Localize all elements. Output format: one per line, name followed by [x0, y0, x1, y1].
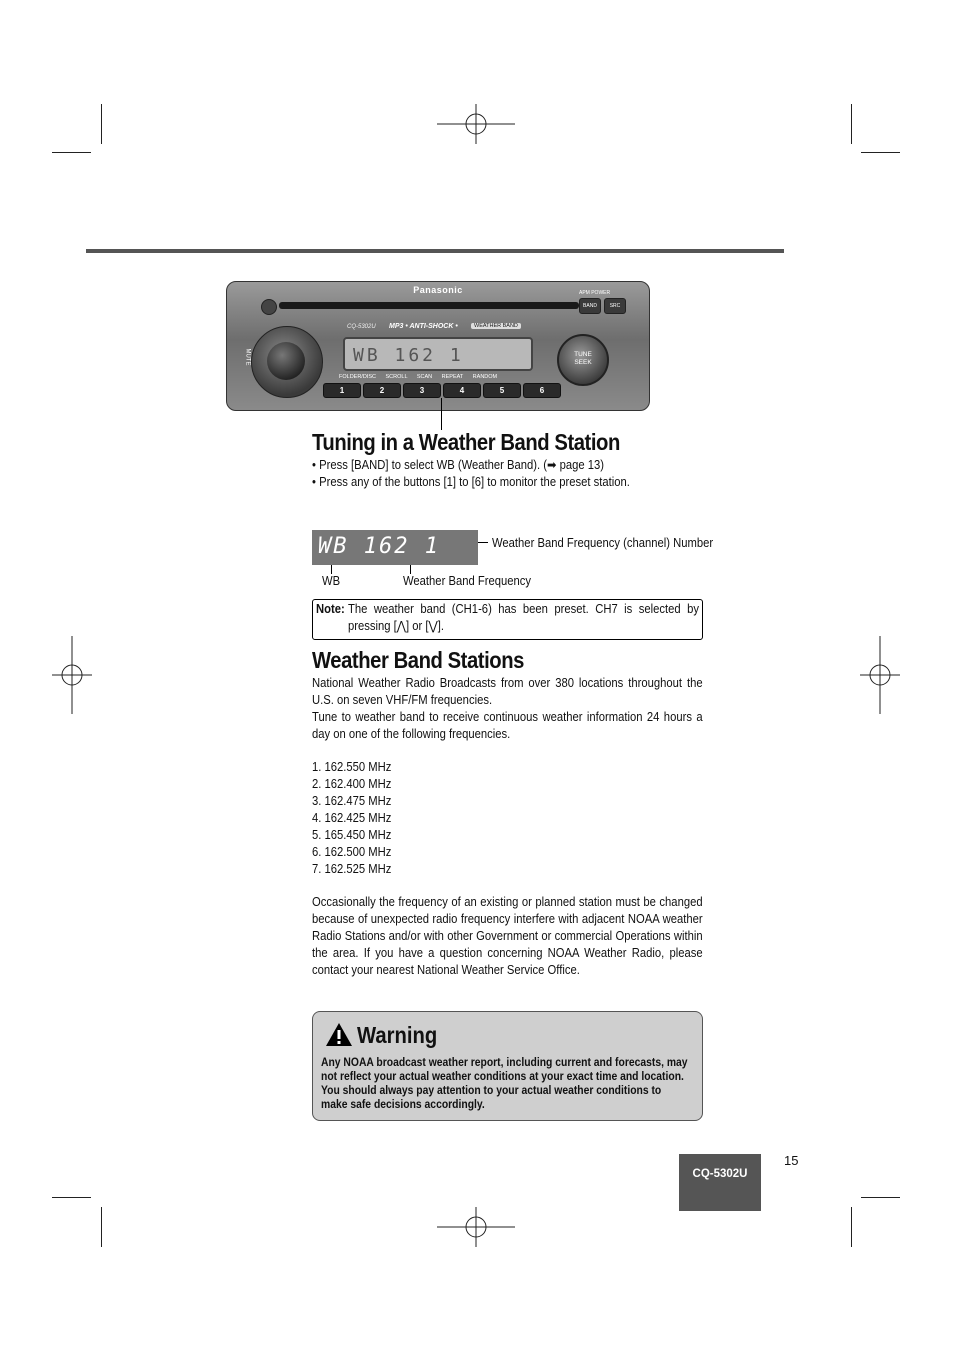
- radio-lcd-text: WB 162 1: [353, 345, 464, 366]
- list-item: 5. 165.450 MHz: [312, 828, 392, 842]
- function-labels: FOLDER/DISC SCROLL SCAN REPEAT RANDOM: [339, 374, 498, 380]
- note-text: The weather band (CH1-6) has been preset. CH7 is selected by pressing [⋀] or [⋁].: [348, 602, 699, 633]
- radio-lcd: [343, 337, 533, 371]
- list-item: 1. 162.550 MHz: [312, 760, 392, 774]
- preset-button-3: 3: [403, 383, 441, 398]
- preset-button-2: 2: [363, 383, 401, 398]
- bullet-preset: • Press any of the buttons [1] to [6] to monitor the preset station.: [312, 475, 630, 489]
- crop-mark: [101, 104, 102, 144]
- list-item: 6. 162.500 MHz: [312, 845, 392, 859]
- warning-box: [312, 1011, 703, 1121]
- bullet-band: • Press [BAND] to select WB (Weather Band). (➡ page 13): [312, 458, 605, 472]
- list-item: 2. 162.400 MHz: [312, 777, 392, 791]
- header-rule: [86, 249, 784, 253]
- paragraph-broadcasts: National Weather Radio Broadcasts from over 380 locations throughout the U.S. on seven VHF/FM frequencies.: [312, 676, 703, 707]
- src-button: SRC: [604, 298, 626, 314]
- list-item: 3. 162.475 MHz: [312, 794, 392, 808]
- top-labels: APM POWER: [579, 290, 611, 296]
- mp3-banner: MP3 • ANTI-SHOCK •: [389, 323, 458, 330]
- warning-text: Any NOAA broadcast weather report, including current and forecasts, may not reflect your actual weather conditions at your exact time and location. You should always pay attention to your actual weather conditions to make safe decisions accordingly.: [321, 1057, 688, 1111]
- mute-label: MUTE: [244, 348, 251, 366]
- registration-mark-icon: [437, 104, 515, 144]
- page-number: 15: [784, 1153, 799, 1168]
- crop-mark: [52, 1197, 91, 1198]
- section-title-tuning: Tuning in a Weather Band Station: [312, 429, 620, 455]
- warning-title: Warning: [357, 1022, 438, 1048]
- note-label: Note:: [316, 602, 345, 616]
- tune-seek-dial: [557, 334, 609, 386]
- label-wb: WB: [322, 574, 341, 588]
- top-button-group: [579, 298, 626, 314]
- registration-mark-icon: [52, 636, 92, 714]
- eject-icon: [261, 299, 277, 315]
- seek-label: SEEK: [574, 359, 592, 366]
- brand-logo: Panasonic: [413, 285, 463, 295]
- warning-icon: [325, 1022, 353, 1047]
- tune-seek-label: [559, 351, 607, 367]
- crop-mark: [101, 1207, 102, 1247]
- preset-buttons: [323, 383, 561, 398]
- crop-mark: [861, 152, 900, 153]
- display-diagram-text: WB 162 1: [318, 534, 440, 559]
- leader-line: [478, 542, 488, 543]
- crop-mark: [52, 152, 91, 153]
- radio-model: CQ-5302U: [347, 324, 376, 330]
- preset-button-4: 4: [443, 383, 481, 398]
- preset-button-6: 6: [523, 383, 561, 398]
- paragraph-tune: Tune to weather band to receive continuous weather information 24 hours a day on one of the following frequencies.: [312, 710, 703, 741]
- leader-line: [441, 398, 442, 430]
- model-badge: CQ-5302U: [679, 1154, 761, 1211]
- volume-knob-center: [267, 342, 305, 380]
- list-item: 7. 162.525 MHz: [312, 862, 392, 876]
- preset-button-5: 5: [483, 383, 521, 398]
- crop-mark: [851, 1207, 852, 1247]
- registration-mark-icon: [437, 1207, 515, 1247]
- crop-mark: [851, 104, 852, 144]
- registration-mark-icon: [860, 636, 900, 714]
- list-item: 4. 162.425 MHz: [312, 811, 392, 825]
- band-button: BAND: [579, 298, 601, 314]
- note-box: [312, 599, 703, 640]
- tune-label: TUNE: [574, 351, 592, 358]
- paragraph-occasionally: Occasionally the frequency of an existing or planned station must be changed because of unexpected radio frequency interfere with adjacent NOAA weather Radio Stations and/or with other Government or commercial Operations within the area. If you have a question concerning NOAA Weather Radio, please contact your nearest National Weather Service Office.: [312, 895, 703, 977]
- preset-button-1: 1: [323, 383, 361, 398]
- cd-slot: [279, 302, 579, 309]
- crop-mark: [861, 1197, 900, 1198]
- label-channel-number: Weather Band Frequency (channel) Number: [492, 536, 714, 550]
- display-diagram: [312, 530, 478, 565]
- car-stereo-illustration: [226, 281, 650, 411]
- section-title-stations: Weather Band Stations: [312, 647, 524, 673]
- weather-band-tag: WEATHER BAND: [471, 323, 521, 329]
- frequency-list: [312, 759, 400, 878]
- label-band-frequency: Weather Band Frequency: [403, 574, 531, 588]
